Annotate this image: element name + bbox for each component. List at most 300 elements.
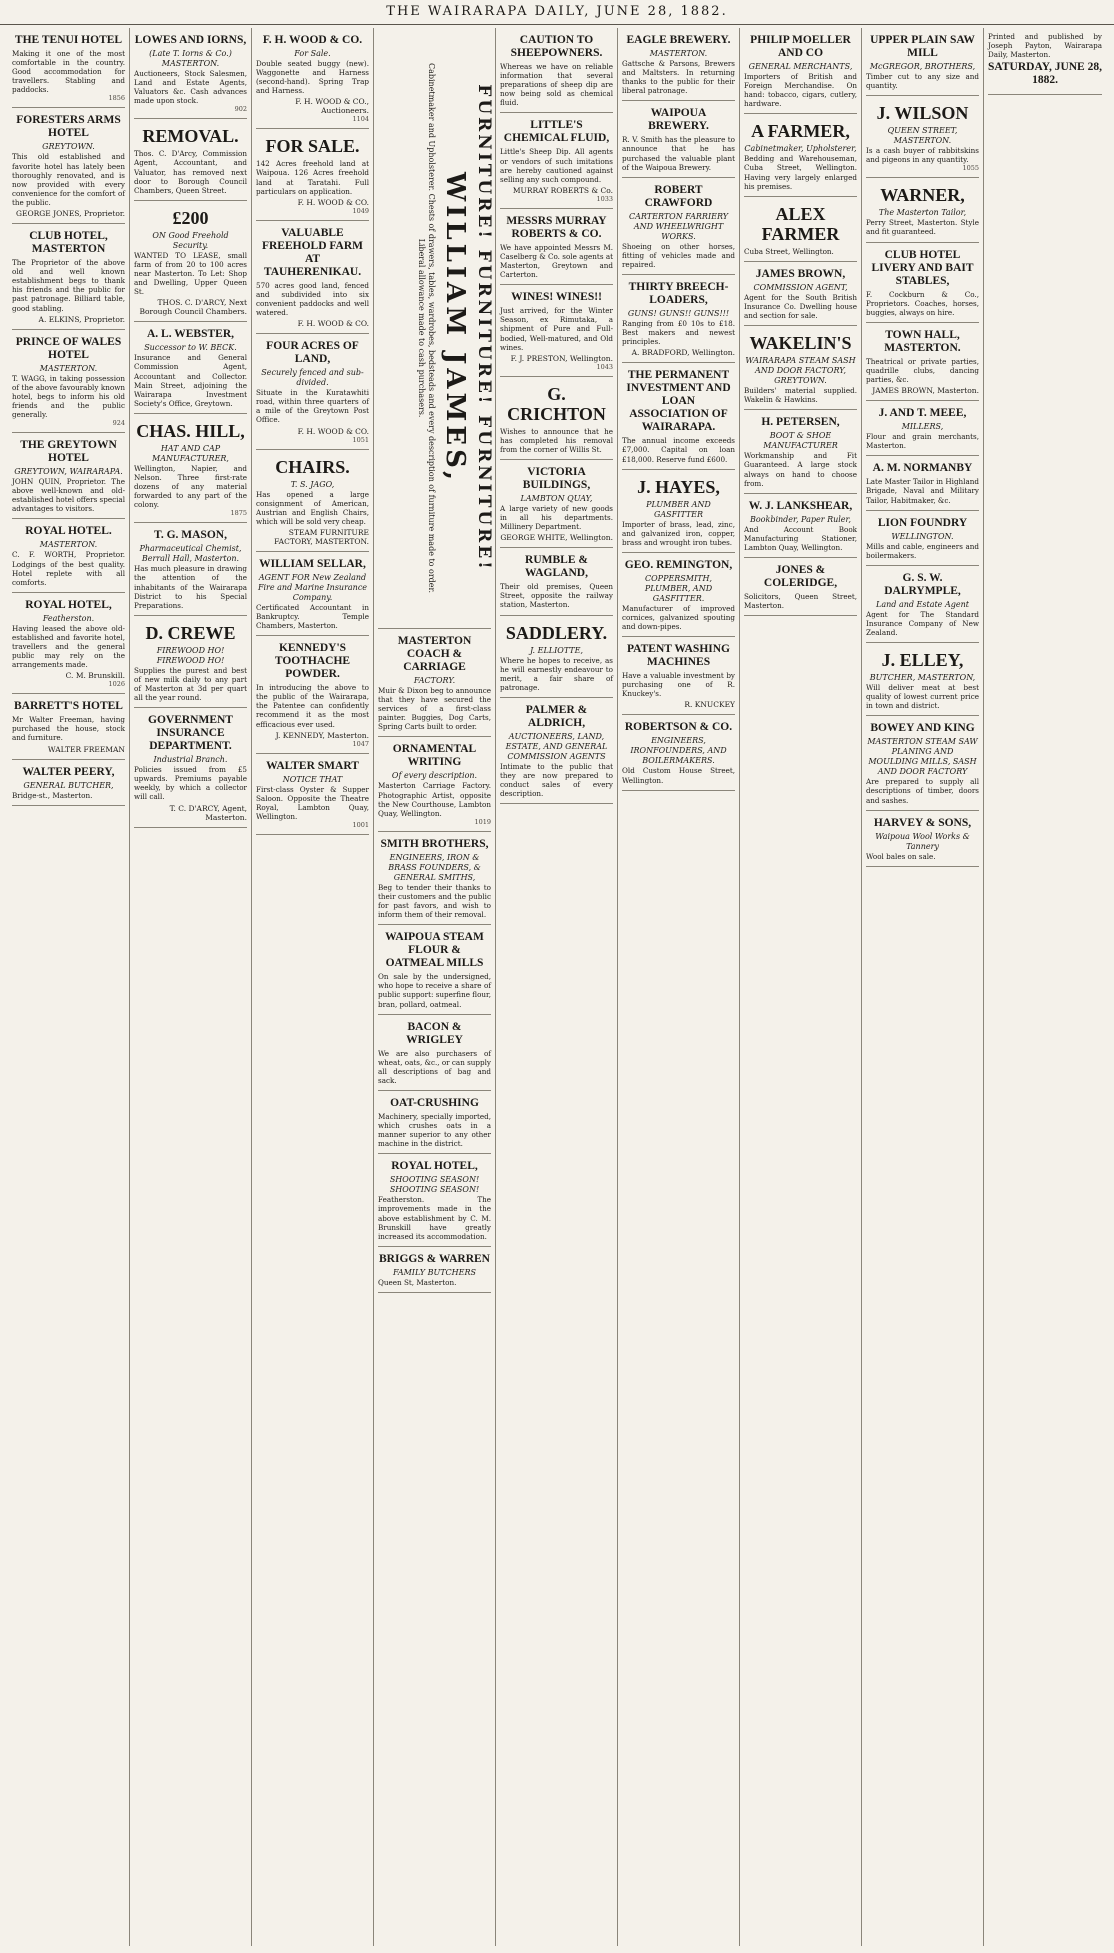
ad-number: 1055 xyxy=(962,164,979,173)
advertisement xyxy=(500,28,613,113)
ad-body-text: Bridge-st., Masterton. xyxy=(12,790,93,800)
advertisement xyxy=(866,511,979,566)
ad-headline: WILLIAM SELLAR, xyxy=(259,557,366,570)
advertisement xyxy=(744,410,857,493)
ad-subheading: Pharmaceutical Chemist, Berrall Hall, Masterton. xyxy=(139,544,242,564)
ad-headline: LION FOUNDRY xyxy=(877,516,968,529)
column-1 xyxy=(8,28,130,1946)
ad-body-text: We have appointed Messrs M. Caselberg & Co. sole agents at Masterton, Greytown and Carterton. xyxy=(500,242,613,280)
ad-subheading: MASTERTON. xyxy=(39,363,98,373)
ad-body-text: Muir & Dixon beg to announce that they have secured the services of a first-class painter. Buggies, Dog Carts, Spring Carts built to order. xyxy=(378,686,491,732)
column-4 xyxy=(374,28,496,1946)
ad-body-text: Are prepared to supply all descriptions of timber, doors and sashes. xyxy=(866,777,979,805)
advertisement xyxy=(744,114,857,196)
advertisement xyxy=(12,224,125,330)
ad-number: 902 xyxy=(234,105,247,114)
ad-headline: ALEX FARMER xyxy=(761,203,840,244)
ad-headline: CLUB HOTEL LIVERY AND BAIT STABLES, xyxy=(871,248,974,287)
ad-body-text: JOHN QUIN, Proprietor. The above well-known and old-established hotel offers special advantages to visitors. xyxy=(12,477,125,514)
ad-headline: THE PERMANENT INVESTMENT AND LOAN ASSOCIATION OF WAIRARAPA. xyxy=(626,369,731,434)
advertisement xyxy=(744,494,857,558)
ad-body-text: C. F. WORTH, Proprietor. Lodgings of the best quality. Hotel replete with all comforts. xyxy=(12,550,125,587)
ad-body-text: Little's Sheep Dip. All agents or vendors of such imitations are hereby cautioned against selling any such compound. xyxy=(500,147,613,184)
ad-headline: WARNER, xyxy=(880,185,965,206)
advertisement xyxy=(12,694,125,759)
advertisement xyxy=(378,629,491,737)
ad-body-text: Workmanship and Fit Guaranteed. A large stock always on hand to choose from. xyxy=(744,451,857,488)
ad-headline: VICTORIA BUILDINGS, xyxy=(522,465,591,491)
advertisement xyxy=(866,643,979,716)
ad-headline: VALUABLE FREEHOLD FARM AT TAUHERENIKAU. xyxy=(261,226,364,278)
advertisement xyxy=(866,243,979,323)
advertisement xyxy=(256,221,369,334)
ad-body-text: The Proprietor of the above old and well known establishment begs to thank his friends and the public for past patronage. Billiard table, good stabling. xyxy=(12,258,125,313)
ad-body-text: This old established and favorite hotel has lately been thoroughly renovated, and is now provided with every convenience for the comfort of the public. xyxy=(12,152,125,207)
advertisement xyxy=(12,519,125,592)
advertisement xyxy=(866,28,979,96)
advertisement xyxy=(378,1154,491,1246)
advertisement xyxy=(134,708,247,827)
ad-headline: KENNEDY'S TOOTHACHE POWDER. xyxy=(274,642,351,681)
ad-subheading: MILLERS, xyxy=(901,422,944,432)
rotated-ad-line3: Cabinetmaker and Upholsterer. Chests of drawers, tables, wardrobes, bedsteads and every description of furniture made to order. Liberal allowance made to cash purchasers. xyxy=(417,62,436,594)
ad-subheading: FACTORY. xyxy=(413,676,456,685)
advertisement xyxy=(622,637,735,715)
ad-number: 924 xyxy=(112,419,125,428)
ad-headline: PATENT WASHING MACHINES xyxy=(627,643,730,669)
advertisement xyxy=(500,616,613,698)
ad-headline: WINES! WINES!! xyxy=(511,291,602,304)
ad-number: 1043 xyxy=(596,362,613,371)
advertisement xyxy=(866,456,979,510)
ad-signature: THOS. C. D'ARCY, Next Borough Council Chambers. xyxy=(139,298,247,317)
ad-subheading: MASTERTON. xyxy=(39,540,98,550)
ad-headline: J. WILSON xyxy=(876,103,969,124)
ad-signature: C. M. Brunskill. xyxy=(65,671,125,681)
advertisement xyxy=(12,760,125,806)
ad-subheading: Industrial Branch. xyxy=(153,755,228,765)
ad-headline: JONES & COLERIDGE, xyxy=(763,563,838,589)
ad-number: 1047 xyxy=(352,739,369,748)
ad-body-text: Masterton Carriage Factory. Photographic Artist, opposite the New Courthouse, Lambton Quay, Wellington. xyxy=(378,781,491,818)
ad-signature: MURRAY ROBERTS & Co. xyxy=(512,185,613,195)
advertisement xyxy=(134,201,247,322)
ad-body-text: T. WAGG, in taking possession of the above favourably known hotel, begs to inform his old friends and the public generally. xyxy=(12,373,125,419)
ad-number: 1026 xyxy=(108,680,125,689)
advertisement xyxy=(622,363,735,469)
ad-body-text: Manufacturer of improved cornices, galvanized spouting and down-pipes. xyxy=(622,603,735,632)
advertisement xyxy=(622,275,735,363)
ad-body-text: WANTED TO LEASE, small farm of from 20 to 100 acres near Masterton. To Let: Shop and Dwelling, Upper Queen St. xyxy=(134,250,247,297)
ad-body-text: Ranging from £0 10s to £18. Best makers and newest principles. xyxy=(622,319,735,347)
ad-signature: JAMES BROWN, Masterton. xyxy=(872,386,979,396)
column-9 xyxy=(984,28,1106,1946)
ad-headline: EAGLE BREWERY. xyxy=(626,34,731,46)
ad-body-text: Featherston. The improvements made in the above establishment by C. M. Brunskill have greatly increased its accommodation. xyxy=(378,1195,491,1241)
advertisement xyxy=(256,129,369,220)
ad-body-text: Importers of British and Foreign Merchandise. On hand: tobacco, cigars, cutlery, hardware. xyxy=(744,72,857,109)
advertisement xyxy=(256,636,369,753)
ad-subheading: NOTICE THAT xyxy=(282,774,343,784)
ad-signature: F. J. PRESTON, Wellington. xyxy=(510,353,613,363)
ad-subheading: GREYTOWN. xyxy=(42,142,95,152)
rotated-ad-line1: FURNITURE! FURNITURE! FURNITURE! xyxy=(474,84,494,572)
advertisement xyxy=(500,377,613,460)
ad-body-text: Builders' material supplied. Wakelin & Hawkins. xyxy=(744,386,857,405)
advertisement xyxy=(12,108,125,224)
ad-headline: PALMER & ALDRICH, xyxy=(525,703,588,729)
ad-body-text: A large variety of new goods in all his departments. Millinery Department. xyxy=(500,503,613,532)
ad-body-text: Old Custom House Street, Wellington. xyxy=(622,766,735,785)
ad-headline: ROBERTSON & CO. xyxy=(624,721,733,734)
ad-headline: LITTLE'S CHEMICAL FLUID, xyxy=(503,119,610,145)
column-6 xyxy=(618,28,740,1946)
ad-subheading: For Sale. xyxy=(294,49,331,58)
ad-signature: STEAM FURNITURE FACTORY, MASTERTON. xyxy=(274,527,369,546)
ad-subheading: Land and Estate Agent xyxy=(876,599,969,609)
advertisement xyxy=(256,754,369,835)
ad-body-text: In introducing the above to the public of the Wairarapa, the Patentee can confidently recommend it as the most efficacious ever used. xyxy=(256,683,369,729)
ad-body-text: Agent for the South British Insurance Co. Dwelling house and section for sale. xyxy=(744,292,857,321)
ad-signature: F. H. WOOD & CO. xyxy=(297,319,369,329)
ad-subheading: SHOOTING SEASON! SHOOTING SEASON! xyxy=(389,1175,480,1195)
ad-headline: WAIPOUA BREWERY. xyxy=(648,107,709,133)
ad-headline: ROYAL HOTEL, xyxy=(391,1160,478,1173)
ad-body-text: Will deliver meat at best quality of lowest current price in town and district. xyxy=(866,683,979,711)
ad-body-text: We are also purchasers of wheat, oats, &c., or can supply all descriptions of bag and sack. xyxy=(378,1048,491,1085)
ad-body-text: Insurance and General Commission Agent, Accountant and Collector. Main Street, adjoining the Wairarapa Investment Society's Office, Greytown. xyxy=(134,353,247,408)
ad-body-text: Theatrical or private parties, quadrille clubs, dancing parties, &c. xyxy=(866,356,979,385)
advertisement xyxy=(12,330,125,433)
ad-headline: A. L. WEBSTER, xyxy=(146,328,235,341)
ad-subheading: ON Good Freehold Security. xyxy=(152,230,229,250)
ad-signature: R. KNUCKEY xyxy=(684,700,735,710)
advertisement xyxy=(500,698,613,804)
advertisement xyxy=(500,548,613,615)
advertisement xyxy=(500,209,613,285)
ad-body-text: Importer of brass, lead, zinc, and galvanized iron, copper, brass and wrought iron tubes. xyxy=(622,519,735,547)
ad-body-text: R. V. Smith has the pleasure to announce that he has purchased the valuable plant of the Waipoua Brewery. xyxy=(622,135,735,172)
ad-subheading: Successor to W. BECK. xyxy=(144,343,237,353)
ad-headline: ROYAL HOTEL, xyxy=(25,598,112,611)
advertisement xyxy=(622,470,735,553)
ad-subheading: Bookbinder, Paper Ruler, xyxy=(749,514,852,524)
ad-subheading: MASTERTON. xyxy=(649,49,708,58)
rotated-ad xyxy=(378,28,494,629)
rotated-ad-line2: WILLIAM JAMES, xyxy=(440,171,470,485)
ad-body-text: First-class Oyster & Supper Saloon. Opposite the Theatre Royal, Lambton Quay, Wellington. xyxy=(256,784,369,821)
column-7 xyxy=(740,28,862,1946)
page-masthead: THE WAIRARAPA DAILY, JUNE 28, 1882. xyxy=(0,0,1114,25)
advertisement xyxy=(744,197,857,262)
imprint-date: SATURDAY, JUNE 28, 1882. xyxy=(988,61,1102,87)
ad-headline: A. M. NORMANBY xyxy=(872,462,973,475)
ad-number: 1033 xyxy=(596,194,613,203)
advertisement xyxy=(622,28,735,101)
ad-signature: F. H. WOOD & CO. xyxy=(297,197,369,207)
ad-body-text: Auctioneers, Stock Salesmen, Land and Estate Agents, Valuators &c. Cash advances made upon stock. xyxy=(134,69,247,106)
ad-headline: ORNAMENTAL WRITING xyxy=(392,743,477,769)
ad-body-text: Machinery, specially imported, which crushes oats in a manner superior to any other machine in the district. xyxy=(378,1111,491,1149)
ad-headline: ROYAL HOTEL. xyxy=(25,525,112,538)
advertisement xyxy=(744,326,857,410)
ad-body-text: On sale by the undersigned, who hope to receive a share of public support: superfine flour, bran, pollard, oatmeal. xyxy=(378,972,491,1009)
advertisement xyxy=(744,558,857,616)
ad-headline: BARRETT'S HOTEL xyxy=(14,700,123,713)
ad-body-text: Whereas we have on reliable information that several preparations of sheep dip are now being sold as chemical fluid. xyxy=(500,62,613,108)
ad-body-text: Is a cash buyer of rabbitskins and pigeons in any quantity. xyxy=(866,146,979,165)
ad-signature: F. H. WOOD & CO. xyxy=(297,426,369,436)
ad-headline: ROBERT CRAWFORD xyxy=(644,183,713,209)
printer-imprint xyxy=(988,28,1102,95)
advertisement xyxy=(866,566,979,643)
ad-body-text: And Account Book Manufacturing Stationer, Lambton Quay, Wellington. xyxy=(744,524,857,552)
advertisement-columns xyxy=(8,28,1106,1946)
advertisement xyxy=(134,119,247,200)
advertisement xyxy=(866,96,979,178)
ad-headline: W. J. LANKSHEAR, xyxy=(748,499,853,512)
ad-subheading: ENGINEERS, IRON & BRASS FOUNDERS, & GENERAL SMITHS, xyxy=(388,852,481,882)
ad-body-text: Making it one of the most comfortable in the country. Good accommodation for travellers. Stabling and paddocks. xyxy=(12,49,125,95)
advertisement xyxy=(12,433,125,519)
ad-headline: FOUR ACRES OF LAND, xyxy=(266,340,359,366)
rotated-ad-text xyxy=(378,28,496,628)
ad-subheading: LAMBTON QUAY, xyxy=(520,493,593,503)
ad-subheading: PLUMBER AND GASFITTER xyxy=(646,499,711,519)
advertisement xyxy=(12,593,125,694)
advertisement xyxy=(866,401,979,456)
ad-body-text: Having leased the above old-established and favorite hotel, travellers and the general public may rely on the arrangements made. xyxy=(12,623,125,670)
ad-body-text: Their old premises, Queen Street, opposite the railway station, Masterton. xyxy=(500,582,613,610)
advertisement xyxy=(256,334,369,449)
ad-signature: J. KENNEDY, Masterton. xyxy=(275,730,369,740)
ad-body-text: 142 Acres freehold land at Waipoua. 126 Acres freehold land at Taratahi. Full particulars on application. xyxy=(256,159,369,196)
ad-subheading: ENGINEERS, IRONFOUNDERS, AND BOILERMAKERS. xyxy=(630,736,727,766)
ad-body-text: Wool bales on sale. xyxy=(866,851,936,861)
ad-headline: REMOVAL. xyxy=(142,126,239,147)
ad-subheading: T. S. JAGO, xyxy=(290,479,335,489)
ad-headline: CAUTION TO SHEEPOWNERS. xyxy=(510,34,603,59)
ad-body-text: Late Master Tailor in Highland Brigade, Naval and Military Tailor, Habitmaker, &c. xyxy=(866,477,979,505)
ad-headline: WAIPOUA STEAM FLOUR & OATMEAL MILLS xyxy=(385,931,484,970)
advertisement xyxy=(256,28,369,129)
ad-body-text: Gattsche & Parsons, Brewers and Maltsters. In returning thanks to the public for their liberal patronage. xyxy=(622,59,735,96)
advertisement xyxy=(378,737,491,831)
ad-subheading: AGENT FOR New Zealand Fire and Marine Insurance Company. xyxy=(257,572,368,602)
advertisement xyxy=(134,322,247,414)
ad-headline: BOWEY AND KING xyxy=(870,722,975,735)
ad-body-text: 570 acres good land, fenced and subdivided into six convenient paddocks and well watered. xyxy=(256,280,369,318)
ad-subheading: COPPERSMITH, PLUMBER, AND GASFITTER. xyxy=(644,573,713,603)
ad-subheading: Cabinetmaker, Upholsterer, xyxy=(744,144,857,154)
ad-body-text: Where he hopes to receive, as he will earnestly endeavour to merit, a fair share of patronage. xyxy=(500,655,613,692)
ad-body-text: Agent for The Standard Insurance Company of New Zealand. xyxy=(866,609,979,637)
ad-subheading: FAMILY BUTCHERS xyxy=(392,1267,476,1277)
ad-body-text: Has much pleasure in drawing the attention of the inhabitants of the Wairarapa District to his Special Preparations. xyxy=(134,564,247,610)
ad-headline: GEO. REMINGTON, xyxy=(624,558,733,571)
ad-headline: UPPER PLAIN SAW MILL xyxy=(870,34,975,59)
ad-subheading: AUCTIONEERS, LAND, ESTATE, AND GENERAL COMMISSION AGENTS xyxy=(505,731,608,761)
advertisement xyxy=(744,28,857,114)
ad-body-text: Intimate to the public that they are now prepared to conduct sales of every description. xyxy=(500,761,613,799)
advertisement xyxy=(134,414,247,523)
ad-body-text: Policies issued from £5 upwards. Premiums payable weekly, by which a collector will call. xyxy=(134,765,247,802)
ad-headline: F. H. WOOD & CO. xyxy=(262,34,363,46)
ad-headline: WALTER PEERY, xyxy=(22,765,115,778)
advertisement xyxy=(500,460,613,548)
ad-headline: THE GREYTOWN HOTEL xyxy=(20,439,117,465)
ad-body-text: Cuba Street, Wellington. xyxy=(744,246,834,256)
ad-subheading: Waipoua Wool Works & Tannery xyxy=(875,831,970,851)
ad-headline: OAT-CRUSHING xyxy=(390,1096,479,1109)
advertisement xyxy=(500,113,613,208)
advertisement xyxy=(134,523,247,615)
ad-body-text: Certificated Accountant in Bankruptcy. Temple Chambers, Masterton. xyxy=(256,602,369,631)
ad-subheading: BUTCHER, MASTERTON, xyxy=(869,673,976,683)
ad-subheading: The Masterton Tailor, xyxy=(878,208,967,218)
ad-headline: TOWN HALL, MASTERTON. xyxy=(884,328,961,354)
ad-headline: WALTER SMART xyxy=(266,759,359,772)
column-8 xyxy=(862,28,984,1946)
ad-number: 1049 xyxy=(352,206,369,215)
ad-number: 1875 xyxy=(230,509,247,518)
ad-subheading: Securely fenced and sub-divided. xyxy=(261,368,364,388)
ad-headline: FORESTERS ARMS HOTEL xyxy=(16,114,121,140)
advertisement xyxy=(744,262,857,326)
ad-headline: J. HAYES, xyxy=(637,476,720,497)
ad-signature: GEORGE JONES, Proprietor. xyxy=(16,209,125,219)
ad-signature: WALTER FREEMAN xyxy=(47,744,125,754)
column-5 xyxy=(496,28,618,1946)
ad-headline: LOWES AND IORNS, xyxy=(134,34,247,46)
ad-body-text: Just arrived, for the Winter Season, ex Rimutaka, a shipment of Pure and Full-bodied, Well-matured, and Old wines. xyxy=(500,306,613,352)
ad-headline: CLUB HOTEL, MASTERTON xyxy=(29,230,108,256)
ad-body-text: Double seated buggy (new). Waggonette and Harness (second-hand). Spring Trap and Harness. xyxy=(256,59,369,96)
ad-headline: CHAS. HILL, xyxy=(136,420,245,441)
column-3 xyxy=(252,28,374,1946)
advertisement xyxy=(378,832,491,925)
ad-body-text: Thos. C. D'Arcy, Commission Agent, Accountant, and Valuator, has removed next door to Borough Council Chambers, Queen Street. xyxy=(134,149,247,195)
column-2 xyxy=(130,28,252,1946)
advertisement xyxy=(866,178,979,242)
ad-subheading: Featherston. xyxy=(42,613,95,623)
ad-subheading: GUNS! GUNS!! GUNS!!! xyxy=(627,309,730,319)
ad-headline: J. ELLEY, xyxy=(881,650,964,671)
ad-signature: F. H. WOOD & CO., Auctioneers. xyxy=(295,97,369,116)
ad-headline: SMITH BROTHERS, xyxy=(380,837,489,850)
ad-body-text: Beg to tender their thanks to their customers and the public for past favors, and wish to inform them of their removal. xyxy=(378,882,491,920)
ad-headline: JAMES BROWN, xyxy=(755,267,846,280)
ad-subheading: GENERAL MERCHANTS, xyxy=(748,62,853,71)
ad-headline: WAKELIN'S xyxy=(749,333,852,354)
ad-body-text: Shoeing on other horses, fitting of vehicles made and repaired. xyxy=(622,241,735,269)
ad-subheading: HAT AND CAP MANUFACTURER, xyxy=(152,443,229,463)
ad-subheading: MASTERTON STEAM SAW PLANING AND MOULDING MILLS, SASH AND DOOR FACTORY xyxy=(867,737,978,777)
ad-number: 1019 xyxy=(474,817,491,826)
ad-headline: MESSRS MURRAY ROBERTS & CO. xyxy=(506,214,607,240)
ad-subheading: COMMISSION AGENT, xyxy=(753,282,848,292)
ad-number: 1856 xyxy=(108,94,125,103)
ad-headline: G. S. W. DALRYMPLE, xyxy=(884,571,961,597)
ad-headline: FOR SALE. xyxy=(265,136,360,157)
ad-headline: HARVEY & SONS, xyxy=(873,816,972,829)
ad-body-text: Wellington, Napier, and Nelson. Three first-rate dozens of any material forwarded to any part of the colony. xyxy=(134,463,247,510)
advertisement xyxy=(378,1015,491,1091)
ad-headline: BRIGGS & WARREN xyxy=(379,1252,490,1265)
ad-headline: £200 xyxy=(172,207,209,228)
ad-headline: SADDLERY. xyxy=(505,622,608,643)
ad-body-text: Solicitors, Queen Street, Masterton. xyxy=(744,591,857,611)
ad-subheading: FIREWOOD HO! FIREWOOD HO! xyxy=(156,645,225,665)
advertisement xyxy=(256,450,369,552)
ad-body-text: Perry Street, Masterton. Style and fit guaranteed. xyxy=(866,218,979,237)
ad-subheading: WAIRARAPA STEAM SASH AND DOOR FACTORY, GREYTOWN. xyxy=(745,356,856,386)
ad-signature: T. C. D'ARCY, Agent, Masterton. xyxy=(169,803,247,822)
ad-headline: PHILIP MOELLER AND CO xyxy=(750,34,851,59)
ad-subheading: GREYTOWN, WAIRARAPA. xyxy=(14,467,123,477)
advertisement xyxy=(866,716,979,810)
ad-body-text: Bedding and Warehouseman, Cuba Street, Wellington. Having very largely enlarged his premises. xyxy=(744,154,857,191)
ad-body-text: Flour and grain merchants, Masterton. xyxy=(866,432,979,451)
ad-headline: J. AND T. MEEE, xyxy=(878,407,967,420)
ad-body-text: Mr Walter Freeman, having purchased the house, stock and furniture. xyxy=(12,715,125,743)
ad-body-text: Have a valuable investment by purchasing one of R. Knuckey's. xyxy=(622,671,735,699)
ad-signature: GEORGE WHITE, Wellington. xyxy=(500,533,613,543)
ad-body-text: Timber cut to any size and quantity. xyxy=(866,72,979,91)
ad-headline: MASTERTON COACH & CARRIAGE xyxy=(397,635,472,673)
ad-subheading: QUEEN STREET, MASTERTON. xyxy=(887,126,958,146)
advertisement xyxy=(866,323,979,401)
ad-body-text: The annual income exceeds £7,000. Capital on loan £18,000. Reserve fund £600. xyxy=(622,436,735,464)
ad-headline: A FARMER, xyxy=(751,121,850,142)
ad-headline: THIRTY BREECH-LOADERS, xyxy=(628,281,729,307)
advertisement xyxy=(378,1247,491,1293)
ad-headline: G. CRICHTON xyxy=(507,383,606,424)
ad-headline: H. PETERSEN, xyxy=(761,416,840,429)
ad-number: 1001 xyxy=(352,821,369,829)
ad-subheading: GENERAL BUTCHER, xyxy=(23,780,114,790)
ad-number: 1104 xyxy=(352,115,369,124)
advertisement xyxy=(378,925,491,1014)
ad-subheading: Of every description. xyxy=(391,771,478,781)
advertisement xyxy=(622,553,735,637)
ad-subheading: (Late T. Iorns & Co.) MASTERTON. xyxy=(149,49,232,68)
advertisement xyxy=(134,616,247,708)
ad-signature: A. BRADFORD, Wellington. xyxy=(631,348,735,358)
ad-body-text: Mills and cable, engineers and boilermakers. xyxy=(866,541,979,560)
advertisement xyxy=(622,101,735,177)
ad-headline: BACON & WRIGLEY xyxy=(406,1020,463,1046)
advertisement xyxy=(866,811,979,867)
advertisement xyxy=(12,28,125,108)
ad-subheading: J. ELLIOTTE, xyxy=(529,645,584,655)
ad-headline: RUMBLE & WAGLAND, xyxy=(525,554,588,580)
advertisement xyxy=(378,1091,491,1154)
advertisement xyxy=(134,28,247,119)
ad-subheading: WELLINGTON. xyxy=(891,531,954,541)
advertisement xyxy=(500,285,613,376)
ad-signature: A. ELKINS, Proprietor. xyxy=(38,314,125,324)
ad-headline: GOVERNMENT INSURANCE DEPARTMENT. xyxy=(148,714,233,753)
ad-body-text: Queen St, Masterton. xyxy=(378,1277,457,1287)
ad-body-text: Has opened a large consignment of American, Austrian and English Chairs, which will be sold very cheap. xyxy=(256,489,369,526)
ad-number: 1051 xyxy=(352,435,369,444)
advertisement xyxy=(622,178,735,275)
advertisement xyxy=(622,715,735,790)
imprint-text: Printed and published by Joseph Payton, Wairarapa Daily, Masterton. xyxy=(988,32,1102,60)
ad-headline: D. CREWE xyxy=(145,622,236,643)
ad-headline: CHAIRS. xyxy=(275,456,350,477)
